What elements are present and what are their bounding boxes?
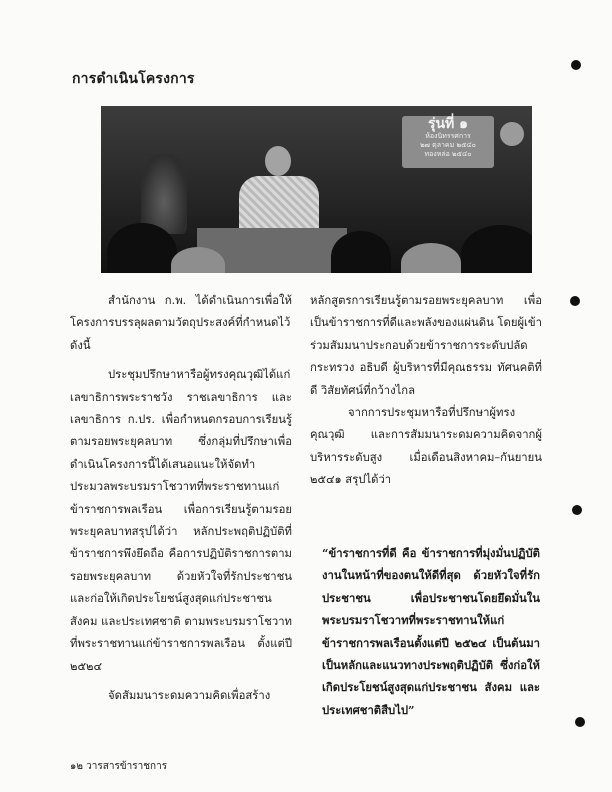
left-column xyxy=(70,290,292,707)
margin-dot xyxy=(571,60,581,70)
sign-line-3: ๒๗ ตุลาคม ๒๕๔๐ xyxy=(420,141,476,149)
margin-dot xyxy=(575,717,585,727)
audience-member xyxy=(331,231,391,273)
paragraph: ประชุมปรึกษาหารือผู้ทรงคุณวุฒิได้แก่ เลขาธิการพระราชวัง ราชเลขาธิการ และเลขาธิการ ก.ปร. เพื่อกำหนดกรอบการเรียนรู้ตามรอยพระยุคลบาท ซึ่งกลุ่มที่ปรึกษาเพื่อดำเนินโครงการนี้ได้เสนอแนะให้จัดทำประมวลพระบรมราโชวาทที่พระราชทานแก่ข้าราชการพลเรือน เพื่อการเรียนรู้ตามรอยพระยุคลบาทสรุปได้ว่า หลักประพฤติปฏิบัติที่ข้าราชการพึงยึดถือ คือการปฏิบัติราชการตามรอยพระยุคลบาท ด้วยหัวใจที่รักประชาชน และก่อให้เกิดประโยชน์สูงสุดแก่ประชาชน สังคม และประเทศชาติ ตามพระบรมราโชวาทที่พระราชทานแก่ข้าราชการพลเรือน ตั้งแต่ปี ๒๕๒๔ xyxy=(70,368,292,673)
seminar-photo xyxy=(101,106,532,273)
sign-line-2: ห้องนิทรรศการ xyxy=(425,132,471,140)
paragraph: สำนักงาน ก.พ. ได้ดำเนินการเพื่อให้โครงการบรรลุผลตามวัตถุประสงค์ที่กำหนดไว้ดังนี้ xyxy=(70,294,292,352)
quote-block: “ข้าราชการที่ดี คือ ข้าราชการที่มุ่งมั่นปฏิบัติงานในหน้าที่ของตนให้ดีที่สุด ด้วยหัวใจที่รักประชาชน เพื่อประชาชนโดยยึดมั่นในพระบรมราโชวาทที่พระราชทานให้แก่ข้าราชการพลเรือนตั้งแต่ปี ๒๕๒๔ เป็นต้นมาเป็นหลักและแนวทางประพฤติปฏิบัติ ซึ่งก่อให้เกิดประโยชน์สูงสุดแก่ประชาชน สังคม และประเทศชาติสืบไป” xyxy=(322,546,540,717)
margin-dot xyxy=(570,296,580,306)
margin-dot xyxy=(572,505,582,515)
sign-line-1: รุ่นที่ ๑ xyxy=(427,116,469,132)
paragraph: จัดสัมมนาระดมความคิดเพื่อสร้าง xyxy=(108,688,271,702)
audience-member xyxy=(461,225,532,273)
page-footer: ๑๒ วารสารข้าราชการ xyxy=(70,761,168,772)
event-sign xyxy=(402,116,494,168)
right-column xyxy=(310,290,542,492)
section-heading: การดำเนินโครงการ xyxy=(72,71,195,87)
paragraph: จากการประชุมหารือที่ปรึกษาผู้ทรงคุณวุฒิ และการสัมมนาระดมความคิดจากผู้บริหารระดับสูง เมื่อเดือนสิงหาคม–กันยายน ๒๕๔๑ สรุปได้ว่า xyxy=(310,406,542,487)
emblem-icon xyxy=(500,122,524,146)
plant-decoration xyxy=(141,154,187,234)
speaker-body xyxy=(239,176,319,236)
paragraph: หลักสูตรการเรียนรู้ตามรอยพระยุคลบาท เพื่อเป็นข้าราชการที่ดีและพลังของแผ่นดิน โดยผู้เข้าร่วมสัมมนาประกอบด้วยข้าราชการระดับปลัดกระทรวง อธิบดี ผู้บริหารที่มีคุณธรรม ทัศนคติที่ดี วิสัยทัศน์ที่กว้างไกล xyxy=(310,294,542,397)
audience-member xyxy=(401,243,461,273)
speaker-head xyxy=(265,146,291,176)
sign-line-4: ทองหล่อ ๒๕๔๐ xyxy=(424,150,472,158)
